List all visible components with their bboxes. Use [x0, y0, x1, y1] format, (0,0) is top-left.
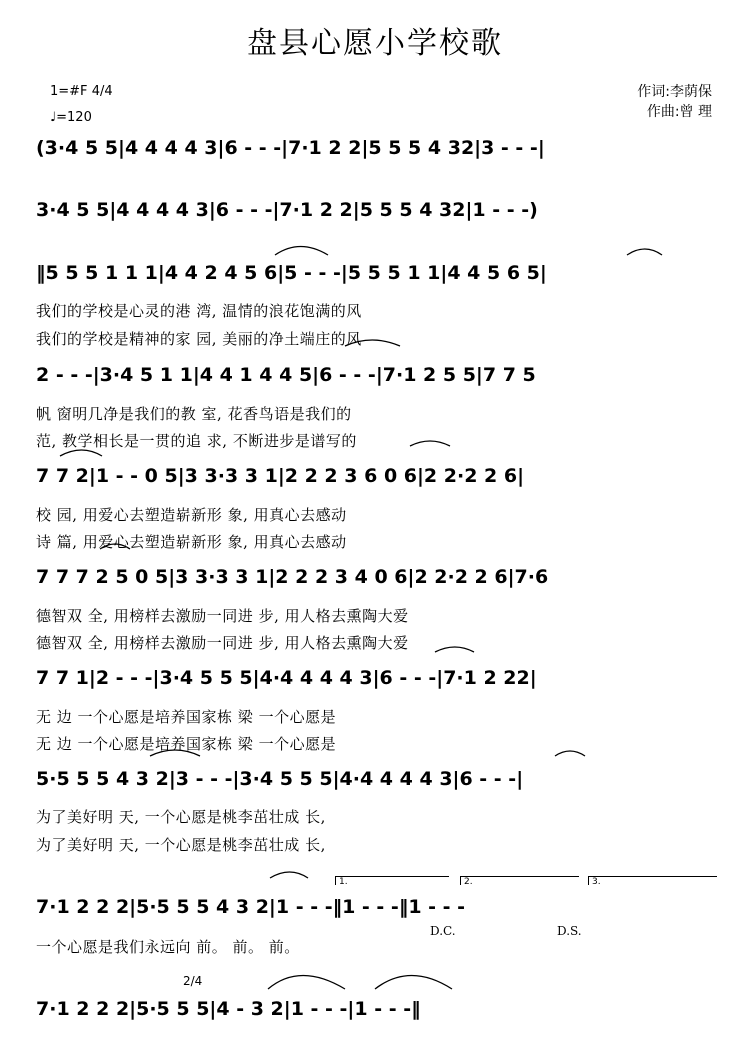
lyric-row-5-verse-2: 诗 篇, 用爱心去塑造崭新形 象, 用真心去感动	[36, 533, 347, 551]
lyric-row-3-verse-1: 我们的学校是心灵的港 湾, 温情的浪花饱满的风	[36, 302, 362, 320]
volta-1: 1.	[335, 876, 449, 885]
lyric-row-7-verse-1: 无 边 一个心愿是培养国家栋 梁 一个心愿是	[36, 708, 337, 726]
song-title: 盘县心愿小学校歌	[247, 26, 503, 61]
lyric-row-4-verse-2: 范, 教学相长是一贯的追 求, 不断进步是谱写的	[36, 432, 357, 450]
key-signature: 1=#F 4/4	[50, 84, 113, 99]
notation-row-intro-1: (3·4 5 5|4 4 4 4 3|6 - - -|7·1 2 2|5 5 5 4 32|3 - - -|	[36, 137, 545, 159]
ds-marking: D.S.	[557, 924, 582, 938]
notation-row-intro-2: 3·4 5 5|4 4 4 4 3|6 - - -|7·1 2 2|5 5 5 4 32|1 - - -)	[36, 199, 538, 221]
lyric-row-7-verse-2: 无 边 一个心愿是培养国家栋 梁 一个心愿是	[36, 735, 337, 753]
volta-2: 2.	[460, 876, 579, 885]
volta-3: 3.	[588, 876, 717, 885]
meter-change: 2/4	[183, 974, 203, 988]
dc-marking: D.C.	[430, 924, 456, 938]
lyric-row-8-verse-2: 为了美好明 天, 一个心愿是桃李茁壮成 长,	[36, 836, 326, 854]
notation-row-10: 7·1 2 2 2|5·5 5 5|4 - 3 2|1 - - -|1 - - -‖	[36, 998, 421, 1020]
notation-row-3: ‖5 5 5 1 1 1|4 4 2 4 5 6|5 - - -|5 5 5 1 1|4 4 5 6 5|	[36, 262, 547, 284]
notation-row-9: 7·1 2 2 2|5·5 5 5 4 3 2|1 - - -‖1 - - -‖1 - - -	[36, 896, 466, 918]
lyric-row-9: 一个心愿是我们永远向 前。 前。 前。	[36, 938, 300, 956]
notation-row-4: 2 - - -|3·4 5 1 1|4 4 1 4 4 5|6 - - -|7·1 2 5 5|7 7 5	[36, 364, 536, 386]
notation-row-5: 7 7 2|1 - - 0 5|3 3·3 3 1|2 2 2 3 6 0 6|2 2·2 2 6|	[36, 465, 525, 487]
lyric-row-5-verse-1: 校 园, 用爱心去塑造崭新形 象, 用真心去感动	[36, 506, 347, 524]
lyric-row-8-verse-1: 为了美好明 天, 一个心愿是桃李茁壮成 长,	[36, 808, 326, 826]
notation-row-6: 7 7 7 2 5 0 5|3 3·3 3 1|2 2 2 3 4 0 6|2 2·2 2 6|7·6	[36, 566, 549, 588]
notation-row-7: 7 7 1|2 - - -|3·4 5 5 5|4·4 4 4 4 3|6 - - -|7·1 2 22|	[36, 667, 537, 689]
lyric-row-3-verse-2: 我们的学校是精神的家 园, 美丽的净土端庄的风	[36, 330, 362, 348]
lyric-row-4-verse-1: 帆 窗明几净是我们的教 室, 花香鸟语是我们的	[36, 405, 352, 423]
notation-row-8: 5·5 5 5 4 3 2|3 - - -|3·4 5 5 5|4·4 4 4 4 3|6 - - -|	[36, 768, 524, 790]
lyricist-credit: 作词:李荫保	[637, 84, 712, 100]
composer-credit: 作曲:曾 理	[646, 104, 712, 120]
lyric-row-6-verse-2: 德智双 全, 用榜样去激励一同进 步, 用人格去熏陶大爱	[36, 634, 409, 652]
tempo-marking: ♩=120	[50, 110, 92, 125]
lyric-row-6-verse-1: 德智双 全, 用榜样去激励一同进 步, 用人格去熏陶大爱	[36, 607, 409, 625]
